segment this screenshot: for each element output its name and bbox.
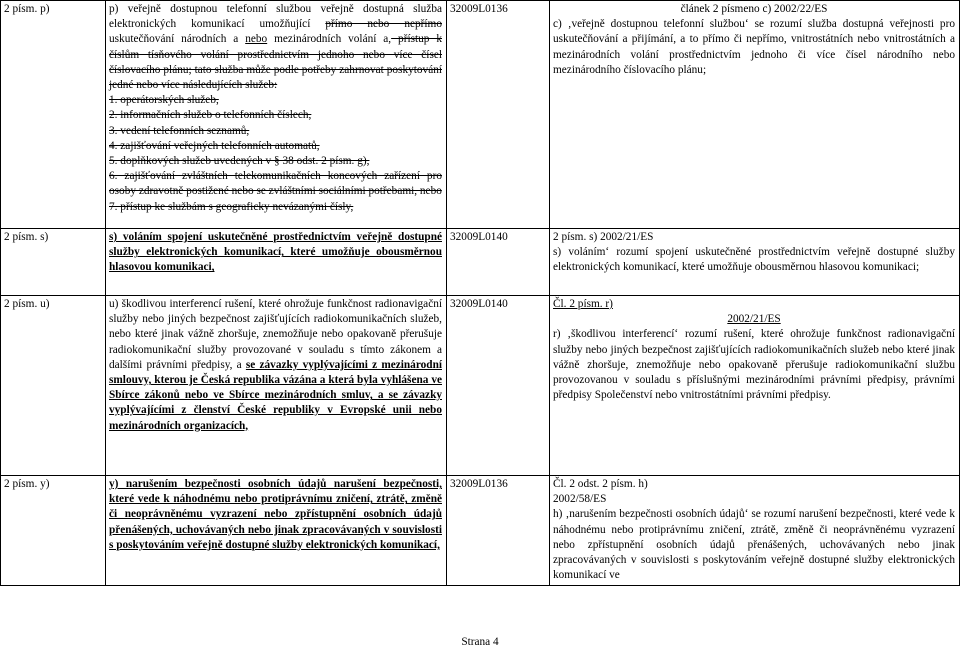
law-text xyxy=(106,476,447,586)
directive-text xyxy=(550,1,960,229)
celex-code: 32009L0140 xyxy=(447,296,550,476)
directive-text xyxy=(550,229,960,296)
law-text-intro: p) veřejně dostupnou telefonní službou veřejně dostupná služba elektronických komunikací umožňující xyxy=(109,3,442,31)
table-row xyxy=(1,296,960,476)
law-text-struck-tail: přístup k číslům tísňového volání prostřednictvím jednoho nebo více čísel číslovacího plánu; tato služba může podle potřeby zahrnovat poskytování jedné nebo více následujících služeb: xyxy=(109,33,442,92)
law-text xyxy=(106,296,447,476)
page-number: Strana 4 xyxy=(461,636,499,648)
law-text-rest: mezinárodních volání a, xyxy=(267,33,392,46)
table-row xyxy=(1,476,960,586)
law-list-item: 7. přístup ke službám s geograficky nevázanými čísly, xyxy=(109,200,354,213)
directive-body: h) ‚narušením bezpečnosti osobních údajů‘ se rozumí narušení bezpečnosti, které vede k náhodnému nebo protiprávnímu zničení, ztrátě, změně či neoprávněnému vyzrazení nebo zpřístupnění osobních údajů přenášených, uchovávaných nebo jinak zpracovávaných v souvislosti s poskytováním veřejně dostupné služby elektronických komunikací ve xyxy=(553,508,955,582)
directive-heading: 2002/21/ES xyxy=(727,313,781,326)
law-list-item: 5. doplňkových služeb uvedených v § 38 odst. 2 písm. g), xyxy=(109,155,370,168)
celex-code: 32009L0136 xyxy=(447,476,550,586)
law-text-middle: uskutečňování národních a xyxy=(109,33,246,46)
law-list-item: 1. operátorských služeb, xyxy=(109,94,219,107)
directive-body: r) ‚škodlivou interferencí‘ rozumí rušení, které ohrožuje funkčnost radionavigační služby nebo jiných bezpečnost zajišťujících radiokomunikačních služeb nebo které jinak vážně zhoršuje, znemožňuje nebo opakovaně přerušuje radiokomunikační službu provozovanou v souladu s příslušnými mezinárodními právními předpisy, právními předpisy Společenství nebo vnitrostátními právními předpisy. xyxy=(553,328,955,402)
law-text-inserted: nebo xyxy=(245,33,268,46)
directive-heading: článek 2 písmeno c) 2002/22/ES xyxy=(680,3,828,15)
table-row xyxy=(1,229,960,296)
celex-code: 32009L0136 xyxy=(447,1,550,229)
provision-key: 2 písm. p) xyxy=(1,1,106,229)
law-text xyxy=(106,1,447,229)
law-text-plain: u) škodlivou interferencí rušení, které ohrožuje funkčnost radionavigační služby nebo jiných bezpečnost zajišťujících radiokomunikačních služeb, nebo které jinak vážně zhoršuje, znemožňuje nebo opakovaně přerušuje radiokomunikační služby provozované v souladu s tímto zákonem a dalšími právními předpisy, a xyxy=(109,298,442,371)
directive-body: c) ‚veřejně dostupnou telefonní službou‘ se rozumí služba dostupná veřejnosti pro uskutečňování a přijímání, a to přímo či nepřímo, vnitrostátních nebo vnitrostátních a mezinárodních volání prostřednictvím jednoho či více čísel národního nebo mezinárodního číslovacího plánu; xyxy=(553,18,955,76)
provision-key: 2 písm. u) xyxy=(1,296,106,476)
law-text-inserted: se závazky vyplývajícími z mezinárodní smlouvy, kterou je Česká republika vázána a která byla vyhlášena ve Sbírce zákonů nebo ve Sbírce mezinárodních smluv, a se závazky vyplývajícími z členství České republiky v Evropské unii nebo mezinárodních organizacích, xyxy=(109,358,442,432)
directive-text xyxy=(550,476,960,586)
directive-article: Čl. 2 odst. 2 písm. h) xyxy=(553,478,648,490)
table-row xyxy=(1,1,960,229)
law-list-item: 2. informačních služeb o telefonních číslech, xyxy=(109,109,312,122)
law-text-inserted: y) narušením bezpečnosti osobních údajů narušení bezpečnosti, které vede k náhodnému nebo protiprávnímu zničení, ztrátě, změně či neoprávněnému vyzrazení nebo zpřístupnění osobních údajů přenášených, uchovávaných nebo jinak zpracovávaných v souvislosti s poskytováním veřejně dostupné služby elektronických komunikací, xyxy=(109,478,442,551)
provision-key: 2 písm. s) xyxy=(1,229,106,296)
directive-body: s) voláním‘ rozumí spojení uskutečněné prostřednictvím veřejně dostupné služby elektronických komunikací, které umožňuje obousměrnou hlasovou komunikaci; xyxy=(553,246,955,274)
celex-code: 32009L0140 xyxy=(447,229,550,296)
law-text xyxy=(106,229,447,296)
law-text-inserted: s) voláním spojení uskutečněné prostřednictvím veřejně dostupné služby elektronických komunikací, které umožňuje obousměrnou hlasovou komunikaci, xyxy=(109,231,442,274)
directive-article: Čl. 2 písm. r) xyxy=(553,298,613,310)
provision-key: 2 písm. y) xyxy=(1,476,106,586)
law-list-item: 4. zajišťování veřejných telefonních automatů, xyxy=(109,139,320,152)
directive-text xyxy=(550,296,960,476)
law-list-item: 3. vedení telefonních seznamů, xyxy=(109,124,250,137)
law-list-item: 6. zajišťování zvláštních telekomunikačních koncových zařízení pro osoby zdravotně postižené nebo se zvláštními sociálními potřebami, nebo xyxy=(109,170,442,198)
directive-heading: 2002/58/ES xyxy=(553,493,607,506)
law-text-struck: přímo nebo nepřímo xyxy=(325,18,442,31)
directive-heading: 2 písm. s) 2002/21/ES xyxy=(553,231,654,243)
